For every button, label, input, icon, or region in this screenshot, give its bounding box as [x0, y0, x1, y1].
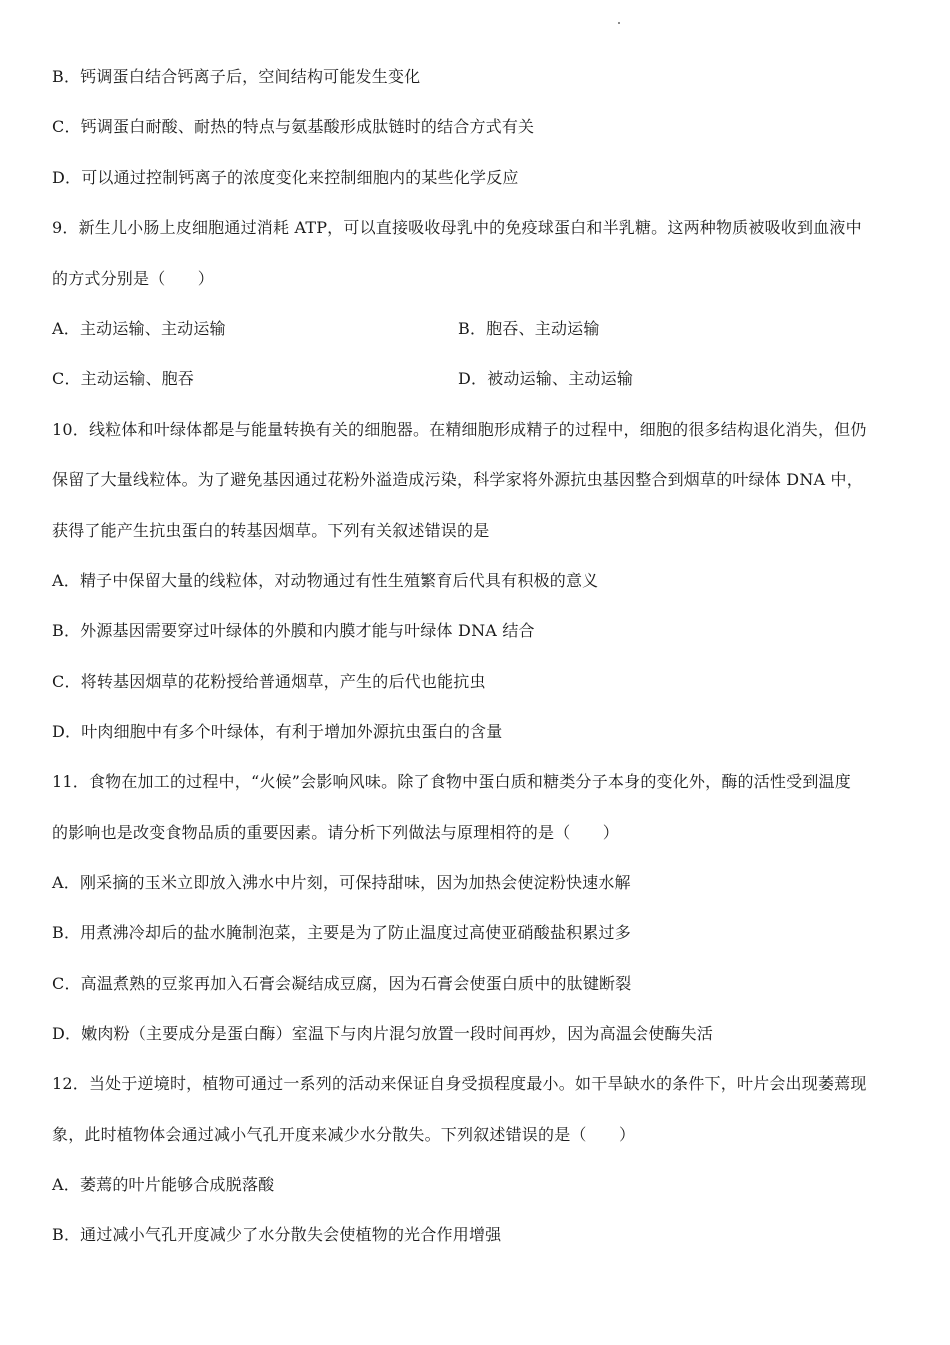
q11-option-a: A．刚采摘的玉米立即放入沸水中片刻，可保持甜味，因为加热会使淀粉快速水解 [52, 873, 631, 892]
q9-option-b: B．胞吞、主动运输 [458, 319, 600, 338]
q11-option-c: C．高温煮熟的豆浆再加入石膏会凝结成豆腐，因为石膏会使蛋白质中的肽键断裂 [52, 974, 632, 993]
q11-stem-line1: 11．食物在加工的过程中，“火候”会影响风味。除了食物中蛋白质和糖类分子本身的变化外，酶的活性受到温度 [52, 772, 851, 791]
q10-stem-line1: 10．线粒体和叶绿体都是与能量转换有关的细胞器。在精细胞形成精子的过程中，细胞的很多结构退化消失，但仍 [52, 420, 867, 439]
q9-option-d: D．被动运输、主动运输 [458, 369, 634, 388]
q12-stem-line2: 象，此时植物体会通过减小气孔开度来减少水分散失。下列叙述错误的是（ ） [52, 1125, 636, 1144]
scan-speck [618, 22, 620, 24]
q8-option-b: B．钙调蛋白结合钙离子后，空间结构可能发生变化 [52, 67, 421, 86]
q10-option-a: A．精子中保留大量的线粒体，对动物通过有性生殖繁育后代具有积极的意义 [52, 571, 599, 590]
q11-option-b: B．用煮沸冷却后的盐水腌制泡菜，主要是为了防止温度过高使亚硝酸盐积累过多 [52, 923, 631, 942]
q9-stem-line1: 9．新生儿小肠上皮细胞通过消耗 ATP，可以直接吸收母乳中的免疫球蛋白和半乳糖。这两种物质被吸收到血液中 [52, 218, 862, 237]
q9-option-a: A．主动运输、主动运输 [52, 319, 226, 338]
q8-option-c: C．钙调蛋白耐酸、耐热的特点与氨基酸形成肽链时的结合方式有关 [52, 117, 535, 136]
q12-option-b: B．通过减小气孔开度减少了水分散失会使植物的光合作用增强 [52, 1225, 502, 1244]
q11-stem-line2: 的影响也是改变食物品质的重要因素。请分析下列做法与原理相符的是（ ） [52, 823, 620, 842]
q11-option-d: D．嫩肉粉（主要成分是蛋白酶）室温下与肉片混匀放置一段时间再炒，因为高温会使酶失活 [52, 1024, 714, 1043]
q10-option-c: C．将转基因烟草的花粉授给普通烟草，产生的后代也能抗虫 [52, 672, 486, 691]
q12-stem-line1: 12．当处于逆境时，植物可通过一系列的活动来保证自身受损程度最小。如干旱缺水的条件下，叶片会出现萎蔫现 [52, 1074, 867, 1093]
q9-stem-line2: 的方式分别是（ ） [52, 269, 215, 288]
q10-option-b: B．外源基因需要穿过叶绿体的外膜和内膜才能与叶绿体 DNA 结合 [52, 621, 535, 640]
q10-stem-line3: 获得了能产生抗虫蛋白的转基因烟草。下列有关叙述错误的是 [52, 521, 490, 540]
q10-stem-line2: 保留了大量线粒体。为了避免基因通过花粉外溢造成污染，科学家将外源抗虫基因整合到烟草的叶绿体 DNA 中， [52, 470, 863, 489]
q9-option-c: C．主动运输、胞吞 [52, 369, 195, 388]
q10-option-d: D．叶肉细胞中有多个叶绿体，有利于增加外源抗虫蛋白的含量 [52, 722, 503, 741]
q8-option-d: D．可以通过控制钙离子的浓度变化来控制细胞内的某些化学反应 [52, 168, 519, 187]
q12-option-a: A．萎蔫的叶片能够合成脱落酸 [52, 1175, 275, 1194]
